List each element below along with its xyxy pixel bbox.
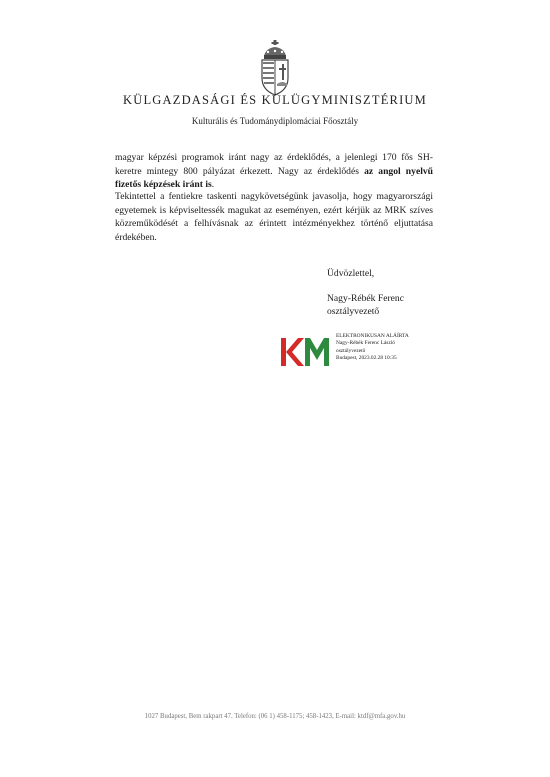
stamp-line-role: osztályvezető	[336, 347, 366, 354]
paragraph-interest-emphasis: az angol nyelvű fizetős képzések iránt is	[115, 165, 433, 190]
department-name: Kulturális és Tudománydiplomáciai Főosztály	[191, 116, 359, 126]
closing-greeting: Üdvözlettel,	[327, 268, 375, 279]
stamp-line-date: Budapest, 2023.02.28 10:35	[336, 354, 397, 361]
ministry-name: KÜLGAZDASÁGI ÉS KÜLÜGYMINISZTÉRIUM	[123, 93, 427, 107]
stamp-text	[336, 333, 409, 362]
stamp-line-title: ELEKTRONIKUSAN ALÁÍRTA	[336, 333, 409, 339]
paragraph-request: Tekintettel a fentiekre taskenti nagykövetségünk javasolja, hogy magyarországi egyetemek is képviseltessék magukat az eseményen, ezért kérjük az MRK szíves közreműködését a felhívásnak az érintett intézményekhez történő eljuttatása érdekében.	[115, 191, 433, 243]
signatory-title: osztályvezető	[327, 306, 380, 317]
footer-contact: 1027 Budapest, Bem rakpart 47. Telefon: (06 1) 458-1175; 458-1423, E-mail: ktdf@mfa.gov.hu	[144, 713, 406, 720]
paragraph-interest-end: .	[211, 179, 215, 190]
signatory-name: Nagy-Rébék Ferenc	[327, 293, 404, 304]
stamp-line-name: Nagy-Rébék Ferenc László	[336, 340, 395, 347]
paragraph-interest-text: magyar képzési programok iránt nagy az érdeklődés, a jelenlegi 170 fős SH-keretre mintegy 800 pályázat érkezett. Nagy az érdeklődés	[115, 152, 433, 177]
paragraph-interest	[115, 151, 433, 192]
km-logo-icon	[281, 336, 333, 368]
hungarian-coat-of-arms-icon	[258, 40, 292, 96]
electronic-signature-stamp	[281, 333, 441, 373]
